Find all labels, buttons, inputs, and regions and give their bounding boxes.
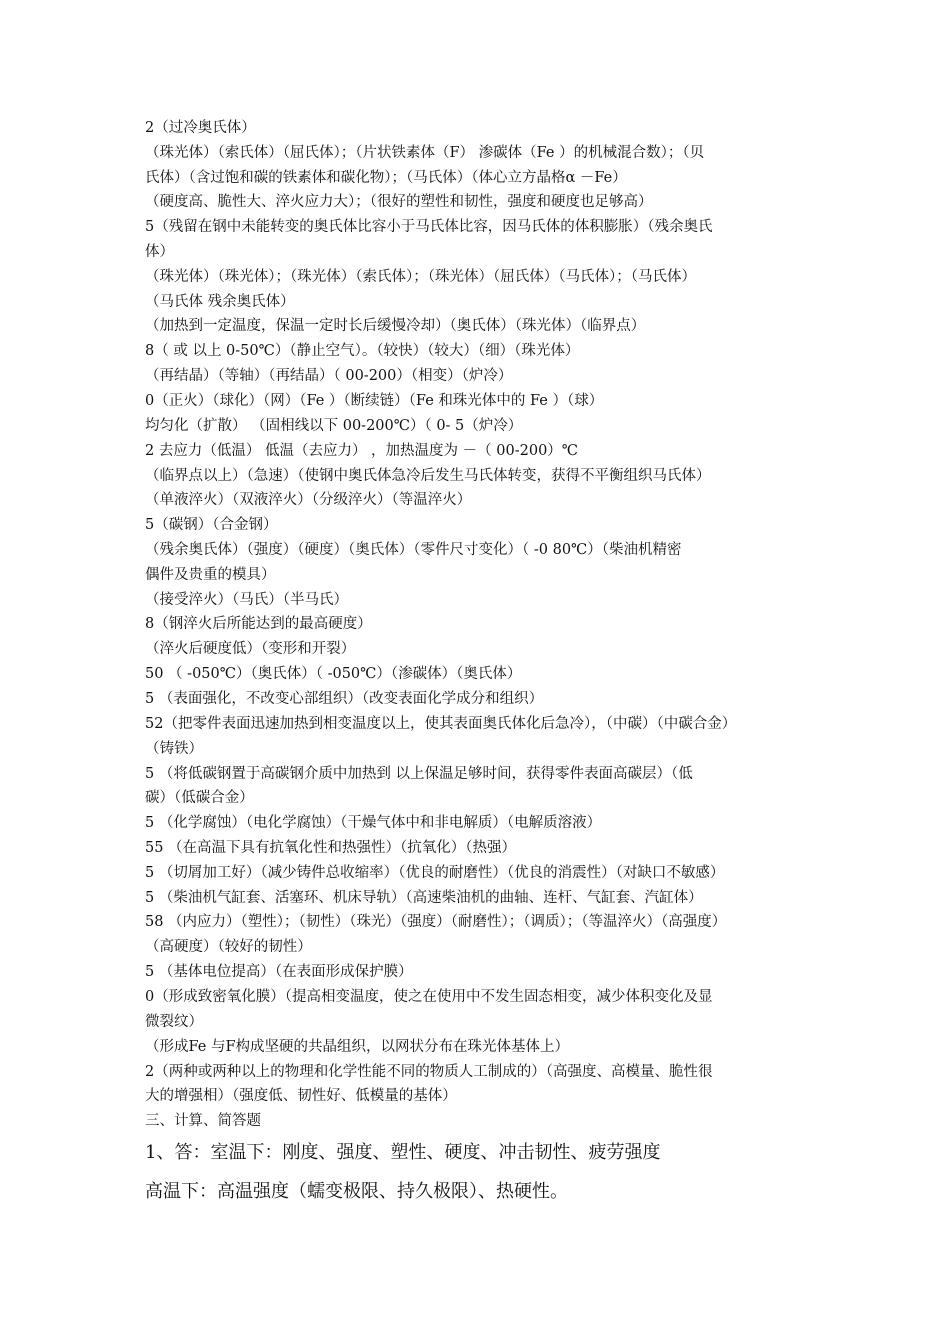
text-line: （加热到一定温度，保温一定时长后缓慢冷却）（奥氏体）（珠光体）（临界点） — [145, 318, 646, 334]
text-line: 58 （内应力）（塑性）；（韧性）（珠光）（强度）（耐磨性）；（调质）；（等温淬火）（高强度） — [145, 914, 727, 930]
text-line: 2（过冷奥氏体） — [145, 120, 256, 136]
text-line: （珠光体）（索氏体）（屈氏体）；（片状铁素体（F） 渗碳体（Fe ）的机械混合数）；（贝 — [145, 145, 705, 161]
answer-line: 高温下：高温强度（蠕变极限、持久极限）、热硬性。 — [145, 1181, 568, 1202]
text-line: （形成Fe 与F构成坚硬的共晶组织，以网状分布在珠光体基体上） — [145, 1039, 570, 1055]
text-line: 偶件及贵重的模具） — [145, 567, 276, 583]
text-line: （单液淬火）（双液淬火）（分级淬火）（等温淬火） — [145, 492, 472, 508]
text-line: （马氏体 残余奥氏体） — [145, 294, 295, 310]
text-line: （高硬度）（较好的韧性） — [145, 939, 312, 955]
section-heading: 三、计算、简答题 — [145, 1113, 261, 1129]
text-line: 5 （基体电位提高）（在表面形成保护膜） — [145, 964, 413, 980]
text-line: 微裂纹） — [145, 1014, 203, 1030]
text-line: 5（碳钢）（合金钢） — [145, 517, 278, 533]
text-line: 2 去应力（低温） 低温（去应力） ，加热温度为 －（ 00-200）℃ — [145, 443, 579, 459]
text-line: 52（把零件表面迅速加热到相变温度以上，使其表面奥氏体化后急冷），（中碳）（中碳合金） — [145, 716, 737, 732]
text-line: （临界点以上）（急速）（使钢中奥氏体急冷后发生马氏体转变，获得不平衡组织马氏体） — [145, 468, 711, 484]
text-line: （再结晶）（等轴）（再结晶）（ 00-200）（相变）（炉冷） — [145, 368, 513, 384]
text-line: （接受淬火）（马氏）（半马氏） — [145, 592, 348, 608]
text-line: 均匀化（扩散） （固相线以下 00-200℃）（ 0- 5（炉冷） — [145, 418, 523, 434]
text-line: 8（钢淬火后所能达到的最高硬度） — [145, 616, 372, 632]
text-line: 5 （化学腐蚀）（电化学腐蚀）（干燥气体中和非电解质）（电解质溶液） — [145, 815, 602, 831]
text-line: （淬火后硬度低）（变形和开裂） — [145, 641, 356, 657]
text-line: 5 （切屑加工好）（减少铸件总收缩率）（优良的耐磨性）（优良的消震性）（对缺口不敏感） — [145, 865, 725, 881]
text-line: 0（正火）（球化）（网）（Fe ）（断续链）（Fe 和珠光体中的 Fe ）（球） — [145, 393, 604, 409]
text-line: 大的增强相）（强度低、韧性好、低模量的基体） — [145, 1088, 457, 1104]
text-line: 2（两种或两种以上的物理和化学性能不同的物质人工制成的）（高强度、高模量、脆性很 — [145, 1064, 713, 1080]
text-line: 5 （将低碳钢置于高碳钢介质中加热到 以上保温足够时间，获得零件表面高碳层）（低 — [145, 766, 693, 782]
text-line: 氏体）（含过饱和碳的铁素体和碳化物）；（马氏体）（体心立方晶格α －Fe） — [145, 170, 627, 186]
answer-line: 1、答：室温下：刚度、强度、塑性、硬度、冲击韧性、疲劳强度 — [145, 1142, 661, 1163]
text-line: （珠光体）（珠光体）；（珠光体）（索氏体）；（珠光体）（屈氏体）（马氏体）；（马氏体） — [145, 269, 696, 285]
text-line: （硬度高、脆性大、淬火应力大）；（很好的塑性和韧性，强度和硬度也足够高） — [145, 194, 653, 210]
text-line: 5 （柴油机气缸套、活塞环、机床导轨）（高速柴油机的曲轴、连杆、气缸套、汽缸体） — [145, 890, 703, 906]
text-line: （铸铁） — [145, 741, 203, 757]
text-line: 5 （表面强化，不改变心部组织）（改变表面化学成分和组织） — [145, 691, 544, 707]
text-line: 55 （在高温下具有抗氧化性和热强性）（抗氧化）（热强） — [145, 840, 517, 856]
text-line: （残余奥氏体）（强度）（硬度）（奥氏体）（零件尺寸变化）（ -0 80℃）（柴油机精密 — [145, 542, 682, 558]
text-line: 体） — [145, 244, 174, 260]
text-line: 0（形成致密氧化膜）（提高相变温度，使之在使用中不发生固态相变，减少体积变化及显 — [145, 989, 713, 1005]
text-line: 50 （ -050℃）（奥氏体）（ -050℃）（渗碳体）（奥氏体） — [145, 666, 522, 682]
text-line: 8（ 或 以上 0-50℃）（静止空气）。（较快）（较大）（细）（珠光体） — [145, 343, 580, 359]
text-line: 碳）（低碳合金） — [145, 790, 254, 806]
text-line: 5（残留在钢中未能转变的奥氏体比容小于马氏体比容，因马氏体的体积膨胀）（残余奥氏 — [145, 219, 713, 235]
